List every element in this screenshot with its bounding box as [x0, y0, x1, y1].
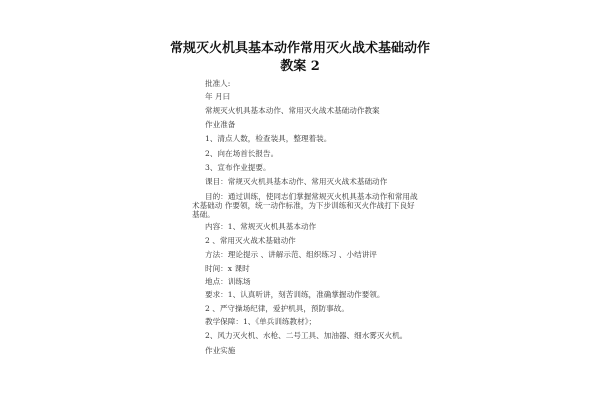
- purpose-line-2: 术基础动 作要领，统一动作标准，为下步训练和灭火作战打下良好: [192, 201, 415, 210]
- approver-line: 批准人:: [205, 79, 231, 88]
- subject-line: 课目：常规灭火机具基本动作、常用灭火战术基础动作: [205, 177, 388, 186]
- document-title-line-1: 常规灭火机具基本动作常用灭火战术基础动作: [169, 41, 430, 56]
- document-title-line-2: 教案 2: [280, 59, 320, 74]
- purpose-line-1: 目的：通过训练，使同志们掌握常规灭火机具基本动作和常用战: [205, 192, 418, 201]
- requirement-item-1: 要求：1、认真听讲，刻苦训练，准确掌握动作要领。: [205, 290, 385, 299]
- location-line: 地点：训练场: [205, 277, 251, 286]
- content-item-2: 2 、常用灭火战术基础动作: [205, 236, 296, 245]
- lesson-plan-heading: 常规灭火机具基本动作、常用灭火战术基础动作教案: [205, 106, 380, 115]
- section-heading-prep: 作业准备: [205, 120, 236, 129]
- method-line: 方法：理论提示 、讲解示范、组织练习 、小结讲评: [205, 250, 377, 259]
- prep-item-2: 2、向在场首长报告。: [205, 149, 279, 158]
- prep-item-3: 3、宣布作业提要。: [205, 163, 271, 172]
- support-item-2: 2、风力灭火机、水枪、二号工具、加油器、细水雾灭火机。: [205, 331, 408, 340]
- date-line: 年 月曰: [205, 92, 231, 101]
- purpose-line-3: 基础。: [192, 210, 215, 219]
- time-line: 时间：x 课时: [205, 264, 250, 273]
- section-heading-implementation: 作业实施: [205, 346, 236, 355]
- support-item-1: 教学保障：1、《单兵训练教材》；: [205, 317, 317, 326]
- prep-item-1: 1、清点人数，检查装具，整理着装。: [205, 134, 332, 143]
- content-item-1: 内容：1、常规灭火机具基本动作: [205, 222, 317, 231]
- requirement-item-2: 2 、严守操场纪律，爱护机具，预防事故。: [205, 304, 349, 313]
